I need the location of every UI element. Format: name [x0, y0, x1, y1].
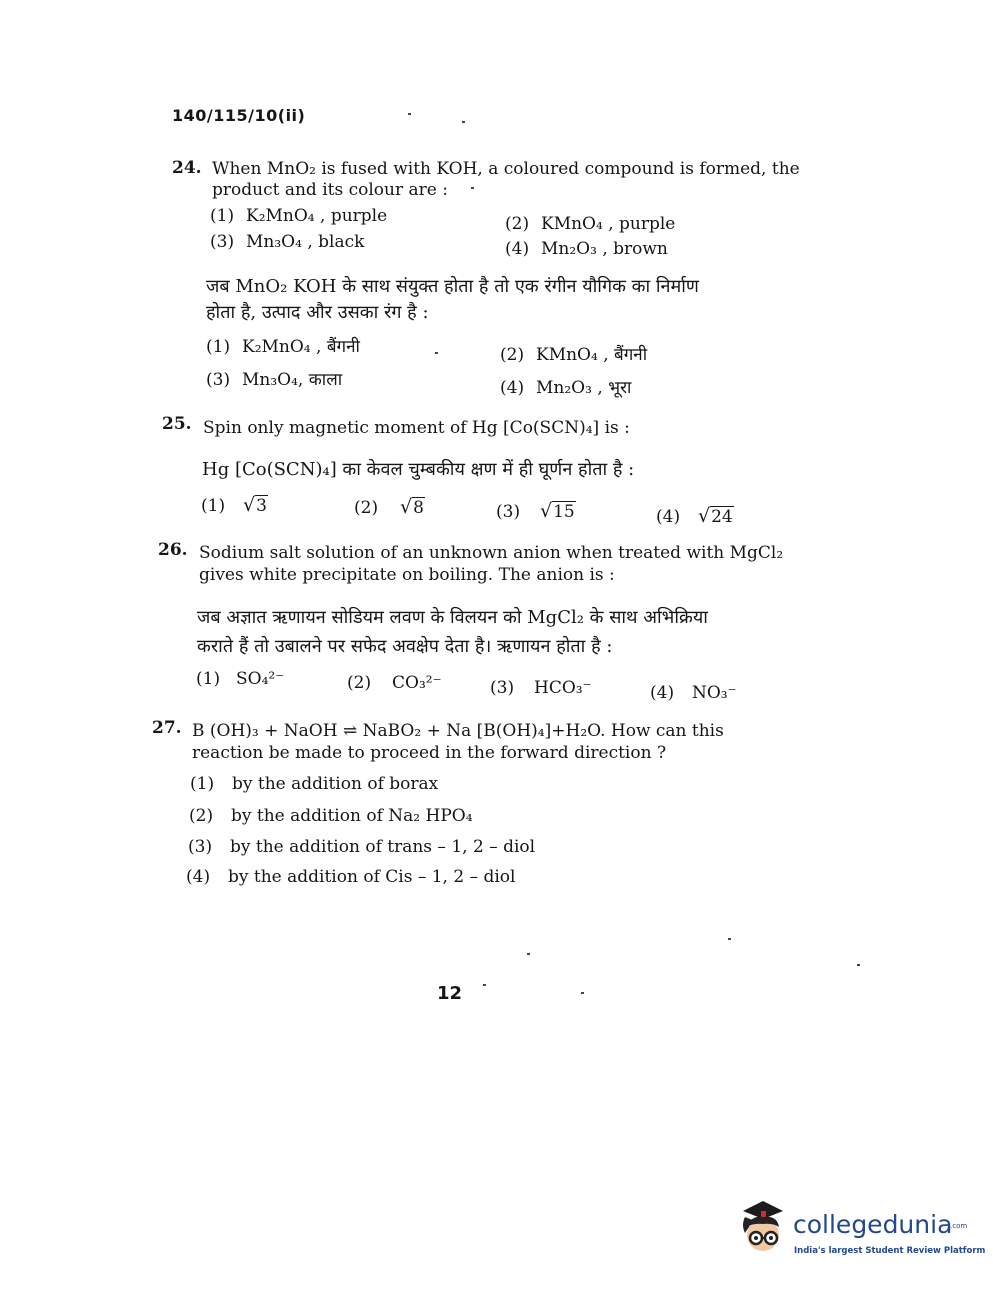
option-hi-1: (1) K₂MnO₄ , बैंगनी — [206, 337, 360, 357]
collegedunia-wordmark: collegedunia — [793, 1210, 953, 1239]
question-number: 25. — [162, 414, 192, 434]
scan-speck — [435, 352, 438, 354]
option-3: (3) by the addition of trans – 1, 2 – diol — [188, 837, 536, 857]
scan-speck — [527, 953, 530, 955]
scan-speck — [408, 113, 411, 115]
scan-speck — [462, 121, 465, 123]
sqrt-24: √24 — [698, 505, 733, 527]
option-1: (1) SO₄²⁻ — [196, 669, 285, 689]
option-1: (1) √3 — [201, 494, 267, 516]
option-hi-3: (3) Mn₃O₄, काला — [206, 370, 343, 390]
scan-speck — [728, 938, 731, 940]
option-2: (2) √8 — [354, 496, 424, 518]
option-4: (4) by the addition of Cis – 1, 2 – diol — [186, 867, 516, 887]
paper-code: 140/115/10(ii) — [172, 106, 306, 125]
question-text-line2: reaction be made to proceed in the forward direction ? — [192, 743, 667, 763]
question-text-hi-line1: जब MnO₂ KOH के साथ संयुक्त होता है तो एक रंगीन यौगिक का निर्माण — [206, 276, 699, 297]
question-number: 27. — [152, 718, 182, 738]
option-4: (4) NO₃⁻ — [650, 683, 737, 703]
question-text-en-line1: When MnO₂ is fused with KOH, a coloured compound is formed, the — [212, 159, 800, 179]
option-en-1: (1) K₂MnO₄ , purple — [210, 206, 388, 226]
option-en-2: (2) KMnO₄ , purple — [505, 214, 676, 234]
option-2: (2) by the addition of Na₂ HPO₄ — [189, 806, 473, 826]
question-text-hi-line2: कराते हैं तो उबालने पर सफेद अवक्षेप देता है। ऋणायन होता है : — [197, 636, 613, 657]
option-2: (2) CO₃²⁻ — [347, 673, 442, 693]
question-text-en-line1: Sodium salt solution of an unknown anion when treated with MgCl₂ — [199, 543, 784, 563]
sqrt-3: √3 — [243, 494, 267, 516]
scan-speck — [483, 984, 486, 986]
sqrt-15: √15 — [540, 500, 575, 522]
collegedunia-suffix: .com — [950, 1222, 968, 1230]
option-hi-2: (2) KMnO₄ , बैंगनी — [500, 345, 648, 365]
option-4: (4) √24 — [656, 505, 733, 527]
question-text-line1: B (OH)₃ + NaOH ⇌ NaBO₂ + Na [B(OH)₄]+H₂O. How can this — [192, 721, 724, 741]
collegedunia-tagline: India's largest Student Review Platform — [794, 1246, 986, 1256]
question-number: 26. — [158, 540, 188, 560]
option-en-4: (4) Mn₂O₃ , brown — [505, 239, 668, 259]
question-text-hi: Hg [Co(SCN)₄] का केवल चुम्बकीय क्षण में ही घूर्णन होता है : — [202, 459, 635, 480]
page-number: 12 — [437, 983, 463, 1004]
question-text-hi-line1: जब अज्ञात ऋणायन सोडियम लवण के विलयन को MgCl₂ के साथ अभिक्रिया — [197, 607, 708, 628]
option-hi-4: (4) Mn₂O₃ , भूरा — [500, 378, 632, 398]
scan-speck — [857, 964, 860, 966]
option-3: (3) √15 — [496, 500, 575, 522]
option-3: (3) HCO₃⁻ — [490, 678, 592, 698]
question-text-en: Spin only magnetic moment of Hg [Co(SCN)₄] is : — [203, 418, 630, 438]
option-1: (1) by the addition of borax — [190, 774, 439, 794]
scan-speck — [471, 187, 474, 189]
option-en-3: (3) Mn₃O₄ , black — [210, 232, 365, 252]
question-number: 24. — [172, 158, 202, 178]
scan-speck — [581, 992, 584, 994]
sqrt-8: √8 — [400, 496, 424, 518]
question-text-en-line2: gives white precipitate on boiling. The anion is : — [199, 565, 615, 585]
question-text-hi-line2: होता है, उत्पाद और उसका रंग है : — [206, 302, 429, 323]
question-text-en-line2: product and its colour are : — [212, 180, 448, 200]
